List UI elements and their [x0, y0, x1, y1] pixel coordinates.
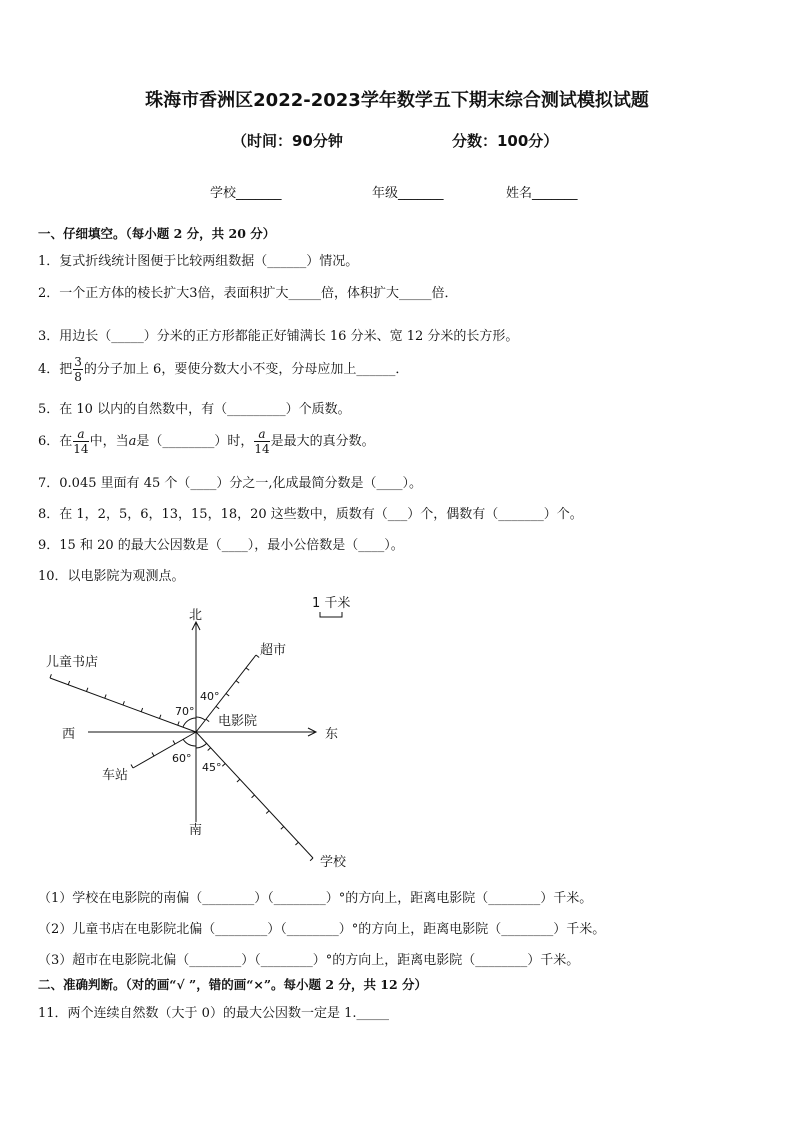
tick-station	[152, 753, 154, 756]
label-angle-60: 60°	[172, 752, 192, 765]
name-field: 姓名_______	[506, 186, 578, 201]
school-field: 学校_______	[210, 186, 282, 201]
fraction-3-8: $\frac{3}{8}$	[74, 355, 82, 384]
label-supermarket: 超市	[260, 643, 287, 658]
tick-school	[310, 858, 313, 861]
grade-field: 年级_______	[372, 186, 444, 201]
tick-bookstore	[160, 715, 161, 719]
tick-bookstore	[105, 694, 106, 698]
tick-station	[131, 765, 133, 768]
tick-school	[295, 842, 298, 845]
tick-school	[266, 811, 269, 814]
tick-bookstore	[178, 721, 179, 725]
question-9: 9．15 和 20 的最大公因数是（____），最小公倍数是（____）。	[38, 538, 404, 553]
label-cinema: 电影院	[218, 714, 258, 729]
tick-school	[281, 827, 284, 830]
arc-40	[196, 717, 205, 720]
tick-school	[237, 779, 240, 782]
section-1-title: 一、仔细填空。（每小题 2 分，共 20 分）	[38, 226, 276, 241]
question-1: 1．复式折线统计图便于比较两组数据（______）情况。	[38, 254, 359, 269]
tick-bookstore	[141, 708, 142, 712]
tick-bookstore	[123, 701, 124, 705]
tick-school	[222, 764, 225, 767]
tick-bookstore	[50, 674, 51, 678]
label-school: 学校	[320, 855, 347, 870]
question-10: 10．以电影院为观测点。	[38, 569, 185, 584]
label-angle-70: 70°	[175, 705, 195, 718]
tick-supermarket	[256, 655, 259, 657]
q4-suffix: 的分子加上 6，要使分数大小不变，分母应加上______．	[83, 362, 409, 377]
tick-school	[252, 795, 255, 798]
tick-supermarket	[226, 694, 229, 696]
question-3: 3．用边长（_____）分米的正方形都能正好铺满长 16 分米、宽 12 分米的长方形。	[38, 329, 519, 344]
fraction-a-14-second: $\frac{a}{14}$	[254, 427, 270, 456]
question-11: 11．两个连续自然数（大于 0）的最大公因数一定是 1._____	[38, 1006, 389, 1021]
label-angle-40: 40°	[200, 690, 220, 703]
arc-60	[183, 739, 196, 746]
tick-school	[208, 748, 211, 751]
tick-supermarket	[216, 706, 219, 708]
question-7: 7．0.045 里面有 45 个（____）分之一,化成最简分数是（____）。	[38, 476, 423, 491]
label-north: 北	[189, 608, 203, 623]
question-8: 8．在 1，2，5，6，13，15，18，20 这些数中，质数有（___）个，偶数有（_______）个。	[38, 507, 583, 522]
label-scale: 1 千米	[312, 596, 351, 611]
label-west: 西	[62, 727, 76, 742]
question-6: 6．在 $\frac{a}{14}$ 中，当a是（________）时， $\frac{a}{14}$ 是最大的真分数。	[38, 427, 375, 456]
tick-bookstore	[68, 681, 69, 685]
page-title: 珠海市香洲区2022-2023学年数学五下期末综合测试模拟试题	[145, 90, 649, 111]
question-2: 2．一个正方体的棱长扩大3倍，表面积扩大_____倍，体积扩大_____倍．	[38, 286, 458, 301]
label-station: 车站	[102, 768, 129, 783]
label-east: 东	[325, 727, 339, 742]
tick-bookstore	[87, 688, 88, 692]
question-10-1: （1）学校在电影院的南偏（________）（________）°的方向上，距离电影院（________）千米。	[38, 891, 593, 906]
fraction-a-14: $\frac{a}{14}$	[73, 427, 89, 456]
tick-supermarket	[246, 668, 249, 670]
arc-45	[196, 743, 207, 748]
scale-bar	[320, 612, 342, 617]
label-angle-45: 45°	[202, 761, 222, 774]
exam-time: （时间：90分钟	[232, 132, 343, 150]
exam-score: 分数：100分）	[452, 132, 559, 150]
question-5: 5．在 10 以内的自然数中，有（_________）个质数。	[38, 402, 351, 417]
tick-station	[173, 741, 175, 744]
section-2-title: 二、准确判断。（对的画“√ ”，错的画“×”。每小题 2 分，共 12 分）	[38, 977, 428, 992]
label-bookstore: 儿童书店	[46, 655, 99, 670]
tick-supermarket	[206, 719, 209, 721]
arc-70	[183, 718, 196, 727]
tick-supermarket	[236, 681, 239, 683]
question-10-2: （2）儿童书店在电影院北偏（________）（________）°的方向上，距离电影院（________）千米。	[38, 922, 606, 937]
q4-prefix: 4．把	[38, 362, 73, 377]
question-10-3: （3）超市在电影院北偏（________）（________）°的方向上，距离电影院（________）千米。	[38, 953, 580, 968]
label-south: 南	[189, 823, 203, 838]
